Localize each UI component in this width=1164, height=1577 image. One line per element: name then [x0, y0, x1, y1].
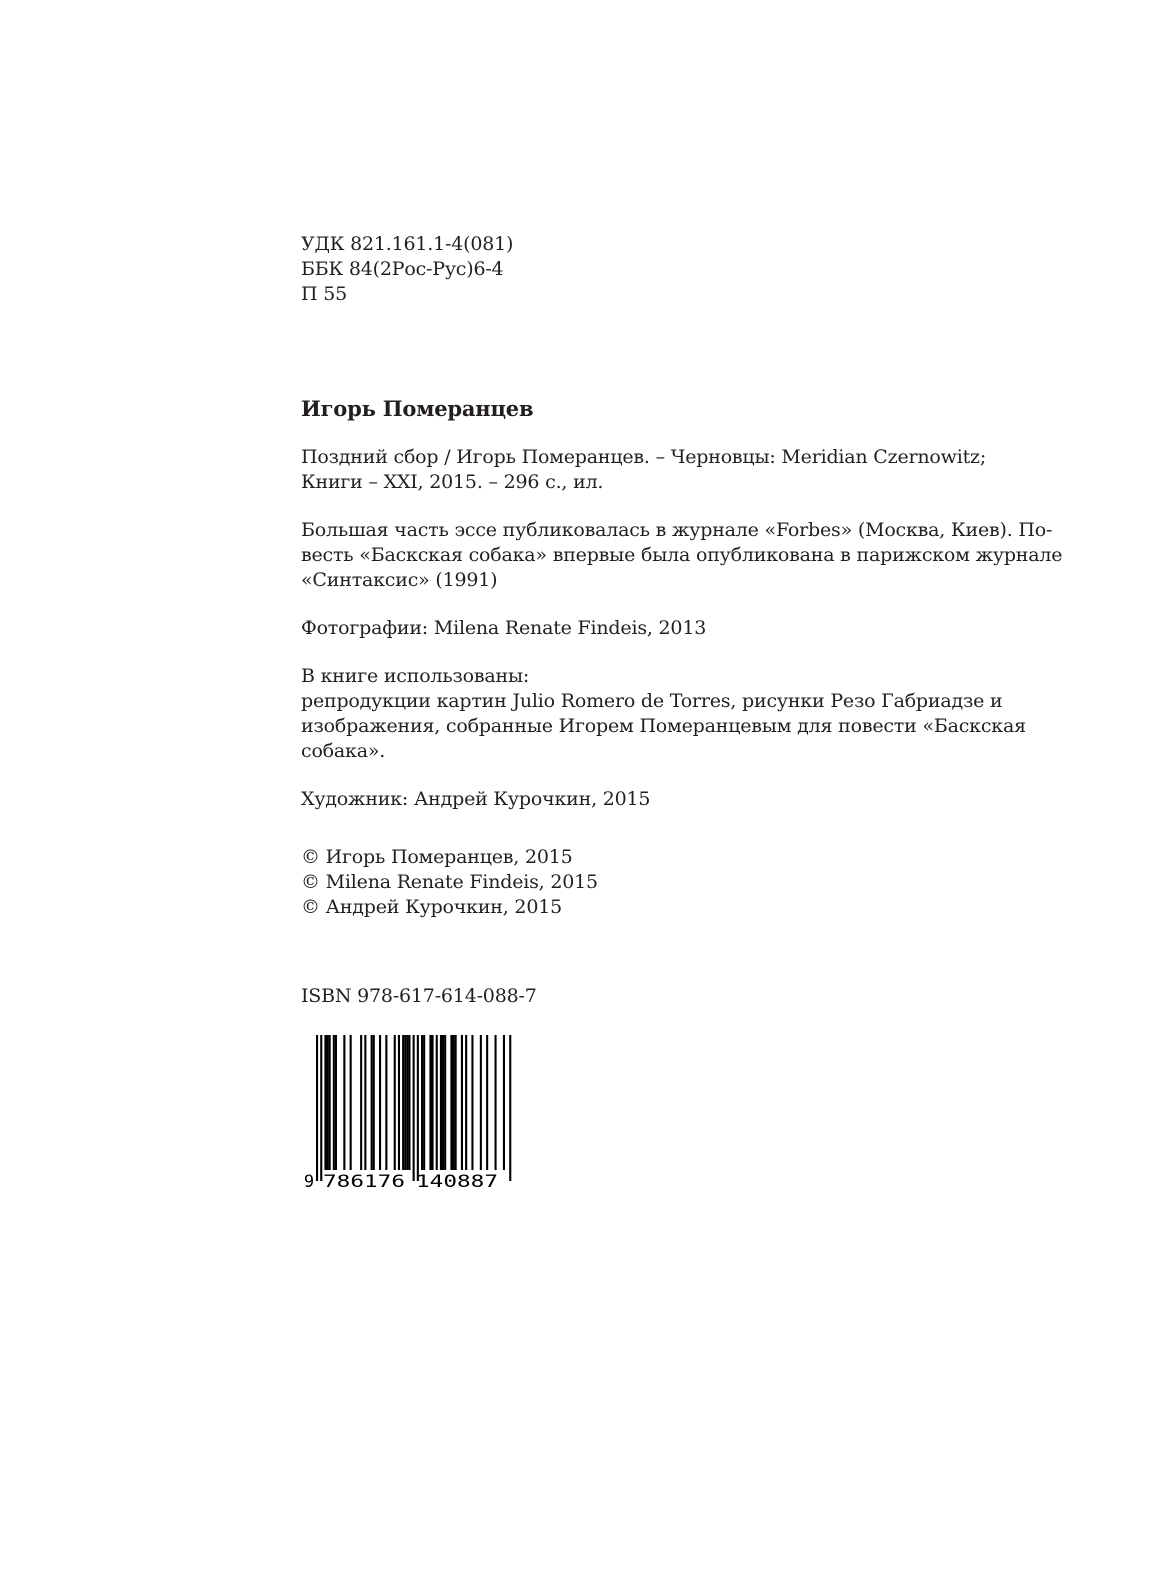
barcode-bar [394, 1035, 396, 1170]
used-materials [301, 664, 1026, 764]
barcode-bar [398, 1035, 400, 1170]
isbn-barcode [303, 1035, 513, 1190]
barcode-bar [350, 1035, 352, 1170]
barcode-bar [385, 1035, 387, 1170]
barcode-guard-bar [413, 1035, 415, 1181]
barcode-bar [486, 1035, 488, 1170]
barcode-bar [450, 1035, 452, 1170]
barcode-bar [495, 1035, 497, 1170]
barcode-guard-bar [316, 1035, 318, 1181]
barcode-bar [373, 1035, 375, 1170]
barcode-right-digits: 140887 [416, 1172, 498, 1190]
bbk-code: ББК 84(2Рос-Рус)6-4 [301, 258, 504, 280]
barcode-bar [455, 1035, 457, 1170]
barcode-left-digits: 786176 [323, 1172, 405, 1190]
barcode-guard-bar [320, 1035, 322, 1181]
barcode-bar [461, 1035, 463, 1170]
barcode-bar [436, 1035, 438, 1170]
publication-note-line: «Синтаксис» (1991) [301, 569, 498, 591]
barcode-bar [442, 1035, 444, 1170]
author-name: Игорь Померанцев [301, 396, 534, 421]
used-materials-line: репродукции картин Julio Romero de Torres, рисунки Резо Габриадзе и [301, 690, 1003, 712]
publication-note-line: Большая часть эссе публиковалась в журнале «Forbes» (Москва, Киев). По- [301, 519, 1053, 541]
publication-note [301, 518, 1063, 593]
imprint-page [301, 232, 1063, 1009]
barcode-bar [371, 1035, 373, 1170]
barcode-bar [329, 1035, 331, 1170]
barcode-bar [480, 1035, 482, 1170]
isbn: ISBN 978-617-614-088-7 [301, 985, 537, 1007]
copyright-line: © Milena Renate Findeis, 2015 [301, 871, 598, 893]
barcode-bar [444, 1035, 446, 1170]
barcode-bar [402, 1035, 404, 1170]
used-materials-line: изображения, собранные Игорем Померанцевым для повести «Баскская [301, 715, 1026, 737]
barcode-bars [316, 1035, 513, 1181]
bibliography-line: Книги – XXI, 2015. – 296 с., ил. [301, 471, 604, 493]
barcode-guard-bar [509, 1035, 511, 1181]
classification-block [301, 232, 981, 307]
author-mark: П 55 [301, 283, 347, 305]
barcode-bar [327, 1035, 329, 1170]
photo-credit: Фотографии: Milena Renate Findeis, 2013 [301, 617, 707, 639]
udk-code: УДК 821.161.1-4(081) [301, 233, 514, 255]
copyright-line: © Игорь Померанцев, 2015 [301, 846, 573, 868]
used-materials-line: В книге использованы: [301, 665, 530, 687]
barcode-bar [406, 1035, 408, 1170]
copyright-block [301, 845, 981, 920]
barcode-bar [421, 1035, 423, 1170]
barcode-bar [324, 1035, 326, 1170]
barcode-bar [423, 1035, 425, 1170]
barcode-bar [465, 1035, 467, 1170]
barcode-bar [379, 1035, 381, 1170]
barcode-bar [440, 1035, 442, 1170]
barcode-bar [333, 1035, 335, 1170]
bibliographic-description [301, 445, 987, 495]
barcode-bar [453, 1035, 455, 1170]
artist-credit: Художник: Андрей Курочкин, 2015 [301, 788, 651, 810]
used-materials-line: собака». [301, 740, 386, 762]
barcode-bar [335, 1035, 337, 1170]
barcode-bar [360, 1035, 362, 1170]
barcode-bar [432, 1035, 434, 1170]
barcode-bar [429, 1035, 431, 1170]
barcode-bar [471, 1035, 473, 1170]
barcode-guard-bar [417, 1035, 419, 1181]
publication-note-line: весть «Баскская собака» впервые была опубликована в парижском журнале [301, 544, 1063, 566]
barcode-bar [343, 1035, 345, 1170]
barcode-bar [364, 1035, 366, 1170]
barcode-bar [404, 1035, 406, 1170]
copyright-line: © Андрей Курочкин, 2015 [301, 896, 562, 918]
barcode-bar [503, 1035, 505, 1170]
barcode-graphic [303, 1035, 513, 1190]
barcode-bar [408, 1035, 410, 1170]
barcode-first-digit: 9 [303, 1172, 315, 1190]
bibliography-line: Поздний сбор / Игорь Померанцев. – Черновцы: Meridian Czernowitz; [301, 446, 987, 468]
